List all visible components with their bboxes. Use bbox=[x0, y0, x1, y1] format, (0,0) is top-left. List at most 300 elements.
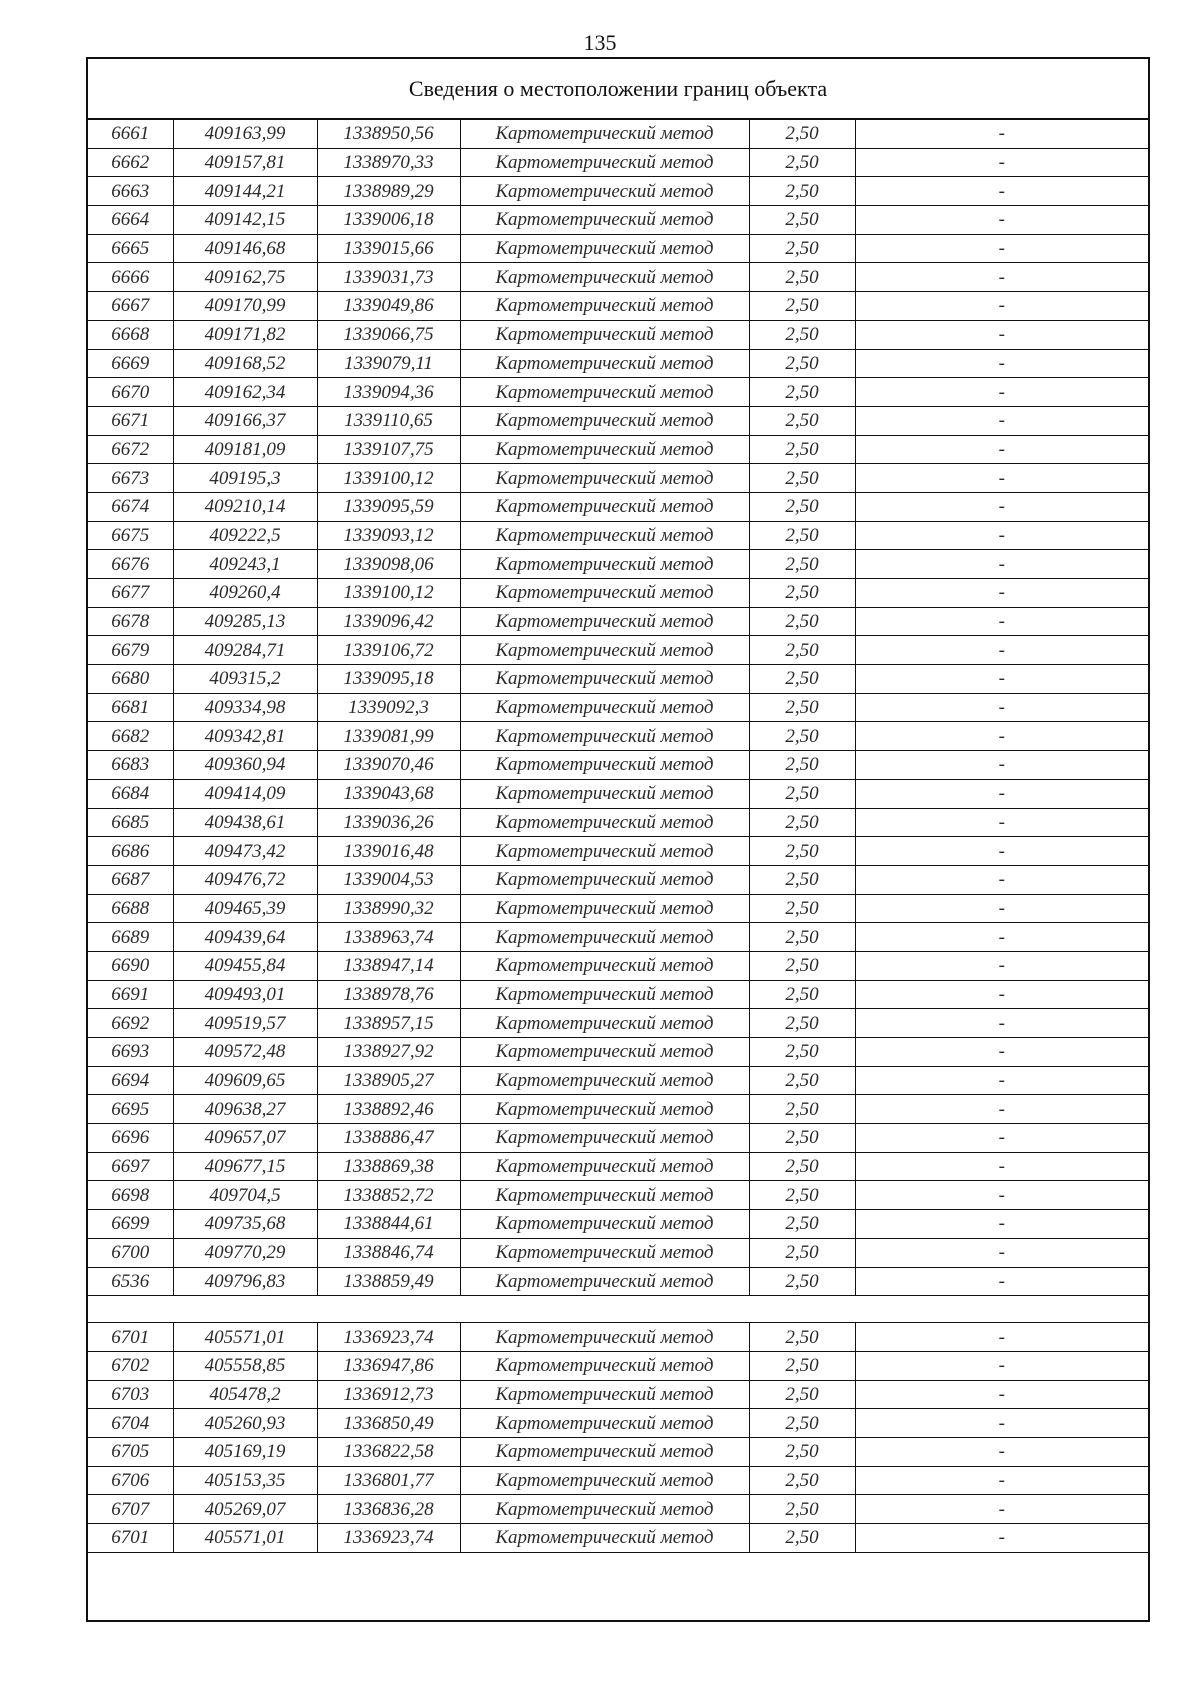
method-cell: Картометрический метод bbox=[460, 1009, 749, 1038]
method-cell: Картометрический метод bbox=[460, 320, 749, 349]
point-number-cell: 6536 bbox=[88, 1267, 173, 1296]
description-cell: - bbox=[855, 1495, 1148, 1524]
point-number-cell: 6706 bbox=[88, 1466, 173, 1495]
description-cell: - bbox=[855, 464, 1148, 493]
method-cell: Картометрический метод bbox=[460, 923, 749, 952]
table-row bbox=[88, 837, 1148, 866]
method-cell: Картометрический метод bbox=[460, 292, 749, 321]
x-coordinate-cell: 409162,34 bbox=[173, 378, 317, 407]
x-coordinate-cell: 405558,85 bbox=[173, 1351, 317, 1380]
y-coordinate-cell: 1338892,46 bbox=[317, 1095, 460, 1124]
y-coordinate-cell: 1339049,86 bbox=[317, 292, 460, 321]
x-coordinate-cell: 409342,81 bbox=[173, 722, 317, 751]
x-coordinate-cell: 409166,37 bbox=[173, 406, 317, 435]
method-cell: Картометрический метод bbox=[460, 722, 749, 751]
table-row bbox=[88, 464, 1148, 493]
y-coordinate-cell: 1338844,61 bbox=[317, 1210, 460, 1239]
description-cell: - bbox=[855, 1124, 1148, 1153]
y-coordinate-cell: 1339095,18 bbox=[317, 665, 460, 694]
table-row bbox=[88, 951, 1148, 980]
point-number-cell: 6699 bbox=[88, 1210, 173, 1239]
accuracy-cell: 2,50 bbox=[749, 292, 855, 321]
accuracy-cell: 2,50 bbox=[749, 951, 855, 980]
x-coordinate-cell: 409163,99 bbox=[173, 120, 317, 148]
table-row bbox=[88, 292, 1148, 321]
table-row bbox=[88, 320, 1148, 349]
accuracy-cell: 2,50 bbox=[749, 1495, 855, 1524]
x-coordinate-cell: 409770,29 bbox=[173, 1238, 317, 1267]
method-cell: Картометрический метод bbox=[460, 550, 749, 579]
point-number-cell: 6664 bbox=[88, 206, 173, 235]
x-coordinate-cell: 409796,83 bbox=[173, 1267, 317, 1296]
description-cell: - bbox=[855, 177, 1148, 206]
method-cell: Картометрический метод bbox=[460, 1409, 749, 1438]
accuracy-cell: 2,50 bbox=[749, 636, 855, 665]
table-row bbox=[88, 1066, 1148, 1095]
y-coordinate-cell: 1339095,59 bbox=[317, 492, 460, 521]
point-number-cell: 6698 bbox=[88, 1181, 173, 1210]
table-row bbox=[88, 1124, 1148, 1153]
description-cell: - bbox=[855, 406, 1148, 435]
accuracy-cell: 2,50 bbox=[749, 665, 855, 694]
x-coordinate-cell: 409315,2 bbox=[173, 665, 317, 694]
y-coordinate-cell: 1338978,76 bbox=[317, 980, 460, 1009]
coordinates-table-section-1 bbox=[88, 120, 1148, 1296]
point-number-cell: 6661 bbox=[88, 120, 173, 148]
method-cell: Картометрический метод bbox=[460, 579, 749, 608]
point-number-cell: 6701 bbox=[88, 1323, 173, 1351]
accuracy-cell: 2,50 bbox=[749, 492, 855, 521]
accuracy-cell: 2,50 bbox=[749, 435, 855, 464]
y-coordinate-cell: 1339015,66 bbox=[317, 234, 460, 263]
description-cell: - bbox=[855, 120, 1148, 148]
description-cell: - bbox=[855, 579, 1148, 608]
y-coordinate-cell: 1339100,12 bbox=[317, 579, 460, 608]
point-number-cell: 6669 bbox=[88, 349, 173, 378]
point-number-cell: 6667 bbox=[88, 292, 173, 321]
x-coordinate-cell: 409162,75 bbox=[173, 263, 317, 292]
x-coordinate-cell: 409222,5 bbox=[173, 521, 317, 550]
description-cell: - bbox=[855, 665, 1148, 694]
description-cell: - bbox=[855, 1009, 1148, 1038]
page-number: 135 bbox=[583, 30, 617, 55]
y-coordinate-cell: 1339006,18 bbox=[317, 206, 460, 235]
table-row bbox=[88, 1380, 1148, 1409]
x-coordinate-cell: 405478,2 bbox=[173, 1380, 317, 1409]
point-number-cell: 6670 bbox=[88, 378, 173, 407]
method-cell: Картометрический метод bbox=[460, 894, 749, 923]
x-coordinate-cell: 409438,61 bbox=[173, 808, 317, 837]
description-cell: - bbox=[855, 722, 1148, 751]
table-row bbox=[88, 779, 1148, 808]
x-coordinate-cell: 409146,68 bbox=[173, 234, 317, 263]
accuracy-cell: 2,50 bbox=[749, 1181, 855, 1210]
x-coordinate-cell: 409465,39 bbox=[173, 894, 317, 923]
description-cell: - bbox=[855, 320, 1148, 349]
accuracy-cell: 2,50 bbox=[749, 1009, 855, 1038]
x-coordinate-cell: 409677,15 bbox=[173, 1152, 317, 1181]
point-number-cell: 6701 bbox=[88, 1524, 173, 1553]
x-coordinate-cell: 409476,72 bbox=[173, 865, 317, 894]
method-cell: Картометрический метод bbox=[460, 1495, 749, 1524]
method-cell: Картометрический метод bbox=[460, 779, 749, 808]
method-cell: Картометрический метод bbox=[460, 464, 749, 493]
x-coordinate-cell: 409455,84 bbox=[173, 951, 317, 980]
description-cell: - bbox=[855, 980, 1148, 1009]
method-cell: Картометрический метод bbox=[460, 837, 749, 866]
method-cell: Картометрический метод bbox=[460, 492, 749, 521]
x-coordinate-cell: 409170,99 bbox=[173, 292, 317, 321]
accuracy-cell: 2,50 bbox=[749, 579, 855, 608]
x-coordinate-cell: 409360,94 bbox=[173, 751, 317, 780]
point-number-cell: 6703 bbox=[88, 1380, 173, 1409]
table-row bbox=[88, 177, 1148, 206]
table-row bbox=[88, 1524, 1148, 1553]
y-coordinate-cell: 1339110,65 bbox=[317, 406, 460, 435]
y-coordinate-cell: 1339004,53 bbox=[317, 865, 460, 894]
x-coordinate-cell: 409243,1 bbox=[173, 550, 317, 579]
description-cell: - bbox=[855, 1095, 1148, 1124]
point-number-cell: 6687 bbox=[88, 865, 173, 894]
point-number-cell: 6672 bbox=[88, 435, 173, 464]
description-cell: - bbox=[855, 234, 1148, 263]
x-coordinate-cell: 409493,01 bbox=[173, 980, 317, 1009]
section-1-body bbox=[88, 120, 1148, 1296]
y-coordinate-cell: 1339092,3 bbox=[317, 693, 460, 722]
point-number-cell: 6705 bbox=[88, 1437, 173, 1466]
y-coordinate-cell: 1338989,29 bbox=[317, 177, 460, 206]
method-cell: Картометрический метод bbox=[460, 1152, 749, 1181]
x-coordinate-cell: 409210,14 bbox=[173, 492, 317, 521]
point-number-cell: 6683 bbox=[88, 751, 173, 780]
y-coordinate-cell: 1339036,26 bbox=[317, 808, 460, 837]
point-number-cell: 6704 bbox=[88, 1409, 173, 1438]
point-number-cell: 6665 bbox=[88, 234, 173, 263]
method-cell: Картометрический метод bbox=[460, 1380, 749, 1409]
accuracy-cell: 2,50 bbox=[749, 464, 855, 493]
description-cell: - bbox=[855, 1409, 1148, 1438]
y-coordinate-cell: 1339093,12 bbox=[317, 521, 460, 550]
table-row bbox=[88, 751, 1148, 780]
y-coordinate-cell: 1339016,48 bbox=[317, 837, 460, 866]
x-coordinate-cell: 409572,48 bbox=[173, 1038, 317, 1067]
table-row bbox=[88, 435, 1148, 464]
table-row bbox=[88, 1210, 1148, 1239]
table-row bbox=[88, 1466, 1148, 1495]
y-coordinate-cell: 1338990,32 bbox=[317, 894, 460, 923]
accuracy-cell: 2,50 bbox=[749, 779, 855, 808]
y-coordinate-cell: 1336801,77 bbox=[317, 1466, 460, 1495]
point-number-cell: 6681 bbox=[88, 693, 173, 722]
x-coordinate-cell: 409704,5 bbox=[173, 1181, 317, 1210]
table-row bbox=[88, 665, 1148, 694]
table-row bbox=[88, 1238, 1148, 1267]
method-cell: Картометрический метод bbox=[460, 1181, 749, 1210]
point-number-cell: 6697 bbox=[88, 1152, 173, 1181]
description-cell: - bbox=[855, 923, 1148, 952]
point-number-cell: 6662 bbox=[88, 148, 173, 177]
x-coordinate-cell: 409657,07 bbox=[173, 1124, 317, 1153]
table-title: Сведения о местоположении границ объекта bbox=[88, 59, 1148, 120]
accuracy-cell: 2,50 bbox=[749, 406, 855, 435]
point-number-cell: 6692 bbox=[88, 1009, 173, 1038]
description-cell: - bbox=[855, 378, 1148, 407]
y-coordinate-cell: 1339106,72 bbox=[317, 636, 460, 665]
point-number-cell: 6684 bbox=[88, 779, 173, 808]
accuracy-cell: 2,50 bbox=[749, 1380, 855, 1409]
accuracy-cell: 2,50 bbox=[749, 923, 855, 952]
y-coordinate-cell: 1336912,73 bbox=[317, 1380, 460, 1409]
y-coordinate-cell: 1338963,74 bbox=[317, 923, 460, 952]
point-number-cell: 6689 bbox=[88, 923, 173, 952]
method-cell: Картометрический метод bbox=[460, 1351, 749, 1380]
description-cell: - bbox=[855, 435, 1148, 464]
description-cell: - bbox=[855, 1437, 1148, 1466]
section-separator bbox=[88, 1296, 1148, 1323]
accuracy-cell: 2,50 bbox=[749, 320, 855, 349]
y-coordinate-cell: 1338852,72 bbox=[317, 1181, 460, 1210]
table-row bbox=[88, 1009, 1148, 1038]
method-cell: Картометрический метод bbox=[460, 607, 749, 636]
y-coordinate-cell: 1338886,47 bbox=[317, 1124, 460, 1153]
method-cell: Картометрический метод bbox=[460, 808, 749, 837]
x-coordinate-cell: 405269,07 bbox=[173, 1495, 317, 1524]
accuracy-cell: 2,50 bbox=[749, 1124, 855, 1153]
description-cell: - bbox=[855, 263, 1148, 292]
accuracy-cell: 2,50 bbox=[749, 521, 855, 550]
accuracy-cell: 2,50 bbox=[749, 148, 855, 177]
description-cell: - bbox=[855, 1238, 1148, 1267]
description-cell: - bbox=[855, 1524, 1148, 1553]
table-row bbox=[88, 808, 1148, 837]
method-cell: Картометрический метод bbox=[460, 980, 749, 1009]
table-row bbox=[88, 492, 1148, 521]
x-coordinate-cell: 409285,13 bbox=[173, 607, 317, 636]
point-number-cell: 6678 bbox=[88, 607, 173, 636]
point-number-cell: 6668 bbox=[88, 320, 173, 349]
y-coordinate-cell: 1339066,75 bbox=[317, 320, 460, 349]
method-cell: Картометрический метод bbox=[460, 1437, 749, 1466]
accuracy-cell: 2,50 bbox=[749, 1267, 855, 1296]
accuracy-cell: 2,50 bbox=[749, 1066, 855, 1095]
table-row bbox=[88, 693, 1148, 722]
accuracy-cell: 2,50 bbox=[749, 607, 855, 636]
y-coordinate-cell: 1336822,58 bbox=[317, 1437, 460, 1466]
accuracy-cell: 2,50 bbox=[749, 1437, 855, 1466]
accuracy-cell: 2,50 bbox=[749, 980, 855, 1009]
accuracy-cell: 2,50 bbox=[749, 722, 855, 751]
description-cell: - bbox=[855, 1466, 1148, 1495]
y-coordinate-cell: 1338957,15 bbox=[317, 1009, 460, 1038]
method-cell: Картометрический метод bbox=[460, 1524, 749, 1553]
y-coordinate-cell: 1336947,86 bbox=[317, 1351, 460, 1380]
y-coordinate-cell: 1336836,28 bbox=[317, 1495, 460, 1524]
x-coordinate-cell: 409171,82 bbox=[173, 320, 317, 349]
x-coordinate-cell: 409142,15 bbox=[173, 206, 317, 235]
accuracy-cell: 2,50 bbox=[749, 1038, 855, 1067]
method-cell: Картометрический метод bbox=[460, 378, 749, 407]
method-cell: Картометрический метод bbox=[460, 148, 749, 177]
description-cell: - bbox=[855, 349, 1148, 378]
accuracy-cell: 2,50 bbox=[749, 837, 855, 866]
table-row bbox=[88, 923, 1148, 952]
x-coordinate-cell: 409473,42 bbox=[173, 837, 317, 866]
accuracy-cell: 2,50 bbox=[749, 1152, 855, 1181]
accuracy-cell: 2,50 bbox=[749, 865, 855, 894]
y-coordinate-cell: 1339107,75 bbox=[317, 435, 460, 464]
x-coordinate-cell: 409334,98 bbox=[173, 693, 317, 722]
accuracy-cell: 2,50 bbox=[749, 263, 855, 292]
x-coordinate-cell: 405571,01 bbox=[173, 1524, 317, 1553]
y-coordinate-cell: 1338859,49 bbox=[317, 1267, 460, 1296]
description-cell: - bbox=[855, 607, 1148, 636]
accuracy-cell: 2,50 bbox=[749, 894, 855, 923]
description-cell: - bbox=[855, 808, 1148, 837]
table-row bbox=[88, 980, 1148, 1009]
y-coordinate-cell: 1338846,74 bbox=[317, 1238, 460, 1267]
description-cell: - bbox=[855, 1267, 1148, 1296]
description-cell: - bbox=[855, 779, 1148, 808]
coordinates-table-section-2 bbox=[88, 1323, 1148, 1553]
table-row bbox=[88, 1437, 1148, 1466]
method-cell: Картометрический метод bbox=[460, 120, 749, 148]
point-number-cell: 6663 bbox=[88, 177, 173, 206]
accuracy-cell: 2,50 bbox=[749, 120, 855, 148]
accuracy-cell: 2,50 bbox=[749, 378, 855, 407]
accuracy-cell: 2,50 bbox=[749, 349, 855, 378]
method-cell: Картометрический метод bbox=[460, 693, 749, 722]
section-2-body bbox=[88, 1323, 1148, 1552]
x-coordinate-cell: 409735,68 bbox=[173, 1210, 317, 1239]
y-coordinate-cell: 1339098,06 bbox=[317, 550, 460, 579]
point-number-cell: 6695 bbox=[88, 1095, 173, 1124]
x-coordinate-cell: 409439,64 bbox=[173, 923, 317, 952]
accuracy-cell: 2,50 bbox=[749, 693, 855, 722]
table-row bbox=[88, 378, 1148, 407]
y-coordinate-cell: 1336850,49 bbox=[317, 1409, 460, 1438]
y-coordinate-cell: 1339079,11 bbox=[317, 349, 460, 378]
description-cell: - bbox=[855, 292, 1148, 321]
point-number-cell: 6671 bbox=[88, 406, 173, 435]
x-coordinate-cell: 405169,19 bbox=[173, 1437, 317, 1466]
table-row bbox=[88, 1181, 1148, 1210]
description-cell: - bbox=[855, 1323, 1148, 1351]
accuracy-cell: 2,50 bbox=[749, 1323, 855, 1351]
method-cell: Картометрический метод bbox=[460, 1466, 749, 1495]
description-cell: - bbox=[855, 492, 1148, 521]
method-cell: Картометрический метод bbox=[460, 636, 749, 665]
method-cell: Картометрический метод bbox=[460, 1095, 749, 1124]
coordinates-sheet bbox=[86, 57, 1150, 1622]
table-row bbox=[88, 550, 1148, 579]
description-cell: - bbox=[855, 521, 1148, 550]
method-cell: Картометрический метод bbox=[460, 349, 749, 378]
method-cell: Картометрический метод bbox=[460, 1124, 749, 1153]
table-row bbox=[88, 1267, 1148, 1296]
point-number-cell: 6690 bbox=[88, 951, 173, 980]
method-cell: Картометрический метод bbox=[460, 665, 749, 694]
point-number-cell: 6702 bbox=[88, 1351, 173, 1380]
method-cell: Картометрический метод bbox=[460, 1238, 749, 1267]
y-coordinate-cell: 1339070,46 bbox=[317, 751, 460, 780]
y-coordinate-cell: 1339096,42 bbox=[317, 607, 460, 636]
description-cell: - bbox=[855, 693, 1148, 722]
y-coordinate-cell: 1338970,33 bbox=[317, 148, 460, 177]
method-cell: Картометрический метод bbox=[460, 865, 749, 894]
accuracy-cell: 2,50 bbox=[749, 808, 855, 837]
x-coordinate-cell: 409414,09 bbox=[173, 779, 317, 808]
table-row bbox=[88, 406, 1148, 435]
method-cell: Картометрический метод bbox=[460, 435, 749, 464]
y-coordinate-cell: 1338905,27 bbox=[317, 1066, 460, 1095]
y-coordinate-cell: 1338950,56 bbox=[317, 120, 460, 148]
method-cell: Картометрический метод bbox=[460, 1066, 749, 1095]
method-cell: Картометрический метод bbox=[460, 951, 749, 980]
table-row bbox=[88, 234, 1148, 263]
table-row bbox=[88, 521, 1148, 550]
x-coordinate-cell: 409157,81 bbox=[173, 148, 317, 177]
method-cell: Картометрический метод bbox=[460, 1038, 749, 1067]
description-cell: - bbox=[855, 951, 1148, 980]
point-number-cell: 6696 bbox=[88, 1124, 173, 1153]
method-cell: Картометрический метод bbox=[460, 1267, 749, 1296]
table-row bbox=[88, 636, 1148, 665]
point-number-cell: 6680 bbox=[88, 665, 173, 694]
table-row bbox=[88, 206, 1148, 235]
accuracy-cell: 2,50 bbox=[749, 751, 855, 780]
point-number-cell: 6707 bbox=[88, 1495, 173, 1524]
accuracy-cell: 2,50 bbox=[749, 1095, 855, 1124]
x-coordinate-cell: 409638,27 bbox=[173, 1095, 317, 1124]
point-number-cell: 6677 bbox=[88, 579, 173, 608]
y-coordinate-cell: 1336923,74 bbox=[317, 1323, 460, 1351]
description-cell: - bbox=[855, 1181, 1148, 1210]
x-coordinate-cell: 409181,09 bbox=[173, 435, 317, 464]
point-number-cell: 6679 bbox=[88, 636, 173, 665]
x-coordinate-cell: 409609,65 bbox=[173, 1066, 317, 1095]
method-cell: Картометрический метод bbox=[460, 1210, 749, 1239]
point-number-cell: 6694 bbox=[88, 1066, 173, 1095]
description-cell: - bbox=[855, 1210, 1148, 1239]
y-coordinate-cell: 1339081,99 bbox=[317, 722, 460, 751]
point-number-cell: 6682 bbox=[88, 722, 173, 751]
table-row bbox=[88, 1152, 1148, 1181]
point-number-cell: 6673 bbox=[88, 464, 173, 493]
method-cell: Картометрический метод bbox=[460, 206, 749, 235]
accuracy-cell: 2,50 bbox=[749, 1210, 855, 1239]
accuracy-cell: 2,50 bbox=[749, 1238, 855, 1267]
y-coordinate-cell: 1339031,73 bbox=[317, 263, 460, 292]
x-coordinate-cell: 405571,01 bbox=[173, 1323, 317, 1351]
description-cell: - bbox=[855, 1038, 1148, 1067]
point-number-cell: 6676 bbox=[88, 550, 173, 579]
table-row bbox=[88, 722, 1148, 751]
point-number-cell: 6691 bbox=[88, 980, 173, 1009]
accuracy-cell: 2,50 bbox=[749, 550, 855, 579]
x-coordinate-cell: 409144,21 bbox=[173, 177, 317, 206]
method-cell: Картометрический метод bbox=[460, 521, 749, 550]
table-row bbox=[88, 607, 1148, 636]
accuracy-cell: 2,50 bbox=[749, 1351, 855, 1380]
description-cell: - bbox=[855, 1380, 1148, 1409]
point-number-cell: 6675 bbox=[88, 521, 173, 550]
accuracy-cell: 2,50 bbox=[749, 206, 855, 235]
point-number-cell: 6700 bbox=[88, 1238, 173, 1267]
x-coordinate-cell: 409284,71 bbox=[173, 636, 317, 665]
description-cell: - bbox=[855, 1351, 1148, 1380]
y-coordinate-cell: 1339094,36 bbox=[317, 378, 460, 407]
y-coordinate-cell: 1339043,68 bbox=[317, 779, 460, 808]
